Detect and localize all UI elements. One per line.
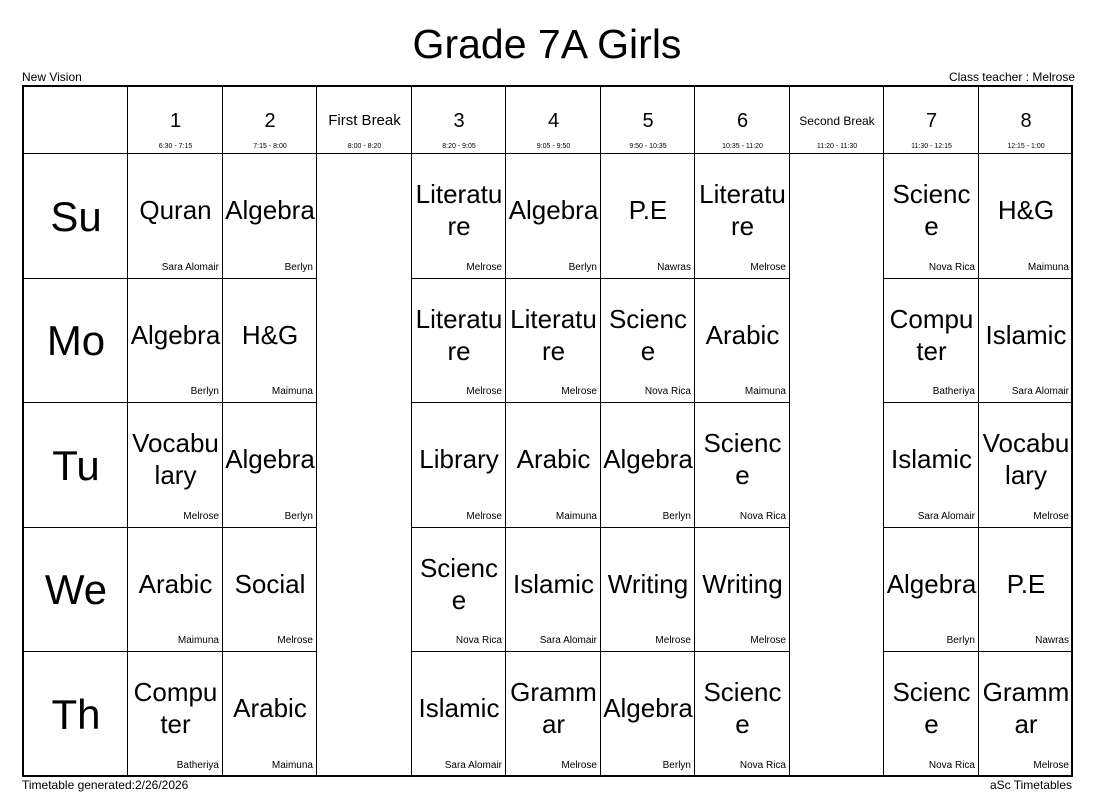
lesson-teacher: Melrose xyxy=(466,511,502,522)
lesson-subject: Literature xyxy=(415,304,503,366)
day-cell xyxy=(24,403,128,528)
period-header xyxy=(979,87,1073,154)
lesson-teacher: Melrose xyxy=(750,635,786,646)
period-number: 8 xyxy=(1020,110,1032,132)
grid-line xyxy=(694,87,695,775)
lesson-subject: H&G xyxy=(997,195,1055,225)
grid-line xyxy=(24,651,317,652)
period-time: 6:30 - 7:15 xyxy=(158,143,193,150)
period-number: 7 xyxy=(925,110,938,132)
lesson-teacher: Berlyn xyxy=(568,262,597,273)
lesson-subject: Science xyxy=(703,677,782,739)
day-label: Mo xyxy=(46,317,106,364)
period-time: 7:15 - 8:00 xyxy=(253,143,287,150)
lesson-cell xyxy=(979,652,1073,777)
lesson-subject: Arabic xyxy=(233,693,307,723)
lesson-subject: Writing xyxy=(702,569,783,599)
lesson-cell xyxy=(884,652,979,777)
lesson-subject: Literature xyxy=(415,179,503,241)
lesson-subject: Grammar xyxy=(510,677,597,739)
lesson-cell xyxy=(506,154,601,279)
lesson-cell xyxy=(601,279,695,403)
day-cell xyxy=(24,528,128,652)
lesson-cell xyxy=(695,528,790,652)
lesson-cell xyxy=(884,528,979,652)
lesson-subject: Science xyxy=(419,553,499,615)
lesson-subject: Library xyxy=(419,444,499,474)
lesson-subject: Computer xyxy=(889,304,974,366)
lesson-teacher: Berlyn xyxy=(284,262,313,273)
lesson-teacher: Berlyn xyxy=(662,511,691,522)
lesson-cell xyxy=(223,528,317,652)
lesson-cell xyxy=(412,154,506,279)
lesson-teacher: Batheriya xyxy=(932,386,975,397)
lesson-cell xyxy=(412,528,506,652)
lesson-teacher: Sara Alomair xyxy=(917,511,975,522)
lesson-subject: Algebra xyxy=(886,569,977,599)
day-cell xyxy=(24,154,128,279)
lesson-cell xyxy=(601,403,695,528)
lesson-teacher: Melrose xyxy=(561,386,597,397)
period-number: 6 xyxy=(736,110,749,132)
lesson-cell xyxy=(128,652,223,777)
lesson-subject: Literature xyxy=(510,304,597,366)
grid-line xyxy=(24,153,1071,154)
lesson-teacher: Sara Alomair xyxy=(539,635,597,646)
grid-line xyxy=(24,402,317,403)
lesson-teacher: Melrose xyxy=(466,386,502,397)
period-header xyxy=(601,87,695,154)
lesson-subject: H&G xyxy=(241,320,299,350)
lesson-subject: Vocabulary xyxy=(982,428,1070,490)
lesson-cell xyxy=(506,652,601,777)
grid-line xyxy=(978,87,979,775)
lesson-subject: Algebra xyxy=(130,320,221,350)
lesson-cell xyxy=(128,528,223,652)
timetable-grid xyxy=(22,85,1073,777)
period-header xyxy=(412,87,506,154)
period-time: 12:15 - 1:00 xyxy=(1007,143,1045,150)
grid-line xyxy=(412,402,790,403)
lesson-teacher: Melrose xyxy=(1033,760,1069,771)
lesson-cell xyxy=(412,403,506,528)
lesson-teacher: Nova Rica xyxy=(739,760,786,771)
lesson-teacher: Melrose xyxy=(561,760,597,771)
period-number: 2 xyxy=(264,110,276,132)
lesson-teacher: Melrose xyxy=(750,262,786,273)
lesson-teacher: Melrose xyxy=(183,511,219,522)
day-label: We xyxy=(44,566,108,613)
lesson-cell xyxy=(128,154,223,279)
lesson-teacher: Berlyn xyxy=(284,511,313,522)
lesson-teacher: Nova Rica xyxy=(455,635,502,646)
lesson-cell xyxy=(695,154,790,279)
lesson-cell xyxy=(223,154,317,279)
period-time: 11:30 - 12:15 xyxy=(911,143,952,150)
lesson-subject: Algebra xyxy=(603,693,693,723)
grid-line xyxy=(222,87,223,775)
lesson-cell xyxy=(223,279,317,403)
grid-line xyxy=(884,278,1071,279)
lesson-subject: P.E xyxy=(628,195,668,225)
grid-line xyxy=(884,402,1071,403)
lesson-cell xyxy=(601,652,695,777)
lesson-subject: Science xyxy=(608,304,688,366)
grid-line xyxy=(789,87,790,775)
lesson-teacher: Nova Rica xyxy=(644,386,691,397)
day-label: Su xyxy=(50,192,102,240)
lesson-teacher: Melrose xyxy=(277,635,313,646)
lesson-subject: Arabic xyxy=(705,320,780,350)
lesson-teacher: Sara Alomair xyxy=(161,262,219,273)
lesson-subject: Writing xyxy=(607,569,689,599)
grid-line xyxy=(505,87,506,775)
period-header xyxy=(223,87,317,154)
period-number: 1 xyxy=(169,110,182,132)
day-label: Tu xyxy=(52,441,100,489)
period-number: 3 xyxy=(453,110,465,132)
lesson-cell xyxy=(979,279,1073,403)
lesson-cell xyxy=(601,154,695,279)
lesson-teacher: Berlyn xyxy=(190,386,219,397)
grid-line xyxy=(412,527,790,528)
period-time: 11:20 - 11:30 xyxy=(816,143,858,150)
lesson-teacher: Nova Rica xyxy=(739,511,786,522)
period-number: 4 xyxy=(547,110,560,132)
lesson-teacher: Maimuna xyxy=(271,386,313,397)
lesson-subject: Computer xyxy=(133,677,218,739)
day-cell xyxy=(24,652,128,777)
lesson-subject: Quran xyxy=(139,195,212,225)
software-credit: aSc Timetables xyxy=(989,778,1072,792)
grid-line xyxy=(412,278,790,279)
lesson-cell xyxy=(695,403,790,528)
generated-date: Timetable generated:2/26/2026 xyxy=(22,778,189,792)
grid-line xyxy=(600,87,601,775)
lesson-subject: Literature xyxy=(699,179,786,241)
lesson-teacher: Sara Alomair xyxy=(1011,386,1069,397)
lesson-teacher: Maimuna xyxy=(555,511,597,522)
lesson-cell xyxy=(412,652,506,777)
period-header xyxy=(506,87,601,154)
day-cell xyxy=(24,279,128,403)
timetable-title: Grade 7A Girls xyxy=(412,21,682,67)
lesson-cell xyxy=(695,652,790,777)
period-header xyxy=(884,87,979,154)
lesson-cell xyxy=(601,528,695,652)
lesson-teacher: Nawras xyxy=(657,262,691,273)
lesson-teacher: Nova Rica xyxy=(928,262,975,273)
period-time: 8:00 - 8:20 xyxy=(347,143,382,150)
lesson-subject: Algebra xyxy=(508,195,599,225)
lesson-subject: Science xyxy=(892,677,971,739)
lesson-subject: Arabic xyxy=(516,444,591,474)
lesson-cell xyxy=(979,154,1073,279)
lesson-subject: Science xyxy=(892,179,971,241)
lesson-subject: Grammar xyxy=(982,677,1070,739)
period-time: 8:20 - 9:05 xyxy=(442,143,476,150)
lesson-cell xyxy=(128,403,223,528)
lesson-teacher: Melrose xyxy=(655,635,691,646)
lesson-subject: Social xyxy=(234,569,306,599)
lesson-subject: P.E xyxy=(1006,569,1046,599)
period-header xyxy=(128,87,223,154)
class-teacher: Class teacher : Melrose xyxy=(948,70,1075,84)
lesson-cell xyxy=(979,403,1073,528)
lesson-subject: Algebra xyxy=(225,444,315,474)
lesson-cell xyxy=(128,279,223,403)
grid-line xyxy=(884,527,1071,528)
break-header xyxy=(790,87,884,154)
period-header xyxy=(695,87,790,154)
break-label: Second Break xyxy=(799,114,875,128)
lesson-cell xyxy=(223,403,317,528)
lesson-subject: Islamic xyxy=(513,569,594,599)
lesson-subject: Islamic xyxy=(891,444,972,474)
lesson-subject: Science xyxy=(703,428,782,490)
break-header xyxy=(317,87,412,154)
lesson-teacher: Maimuna xyxy=(271,760,313,771)
school-name: New Vision xyxy=(22,70,82,84)
lesson-cell xyxy=(506,279,601,403)
lesson-subject: Vocabulary xyxy=(132,428,219,490)
lesson-teacher: Berlyn xyxy=(946,635,975,646)
lesson-subject: Islamic xyxy=(985,320,1067,350)
lesson-teacher: Maimuna xyxy=(177,635,219,646)
lesson-subject: Algebra xyxy=(603,444,693,474)
lesson-cell xyxy=(223,652,317,777)
period-time: 9:05 - 9:50 xyxy=(536,143,571,150)
grid-line xyxy=(883,87,884,775)
lesson-cell xyxy=(884,403,979,528)
lesson-cell xyxy=(506,403,601,528)
grid-line xyxy=(24,278,317,279)
period-number: 5 xyxy=(642,110,654,132)
lesson-cell xyxy=(506,528,601,652)
period-time: 9:50 - 10:35 xyxy=(629,143,667,150)
lesson-teacher: Nova Rica xyxy=(928,760,975,771)
lesson-teacher: Batheriya xyxy=(176,760,219,771)
grid-line xyxy=(412,651,790,652)
lesson-teacher: Maimuna xyxy=(1027,262,1069,273)
grid-line xyxy=(411,87,412,775)
lesson-cell xyxy=(412,279,506,403)
lesson-subject: Islamic xyxy=(418,693,500,723)
grid-line xyxy=(127,87,128,775)
lesson-cell xyxy=(884,154,979,279)
lesson-cell xyxy=(979,528,1073,652)
lesson-teacher: Maimuna xyxy=(744,386,786,397)
lesson-cell xyxy=(884,279,979,403)
lesson-teacher: Nawras xyxy=(1035,635,1069,646)
lesson-teacher: Berlyn xyxy=(662,760,691,771)
lesson-teacher: Sara Alomair xyxy=(444,760,502,771)
lesson-subject: Arabic xyxy=(138,569,213,599)
grid-line xyxy=(316,87,317,775)
lesson-subject: Algebra xyxy=(225,195,315,225)
period-time: 10:35 - 11:20 xyxy=(722,143,763,150)
grid-line xyxy=(884,651,1071,652)
day-label: Th xyxy=(51,690,101,738)
lesson-teacher: Melrose xyxy=(466,262,502,273)
lesson-teacher: Melrose xyxy=(1033,511,1069,522)
grid-line xyxy=(24,527,317,528)
break-label: First Break xyxy=(328,112,401,129)
lesson-cell xyxy=(695,279,790,403)
